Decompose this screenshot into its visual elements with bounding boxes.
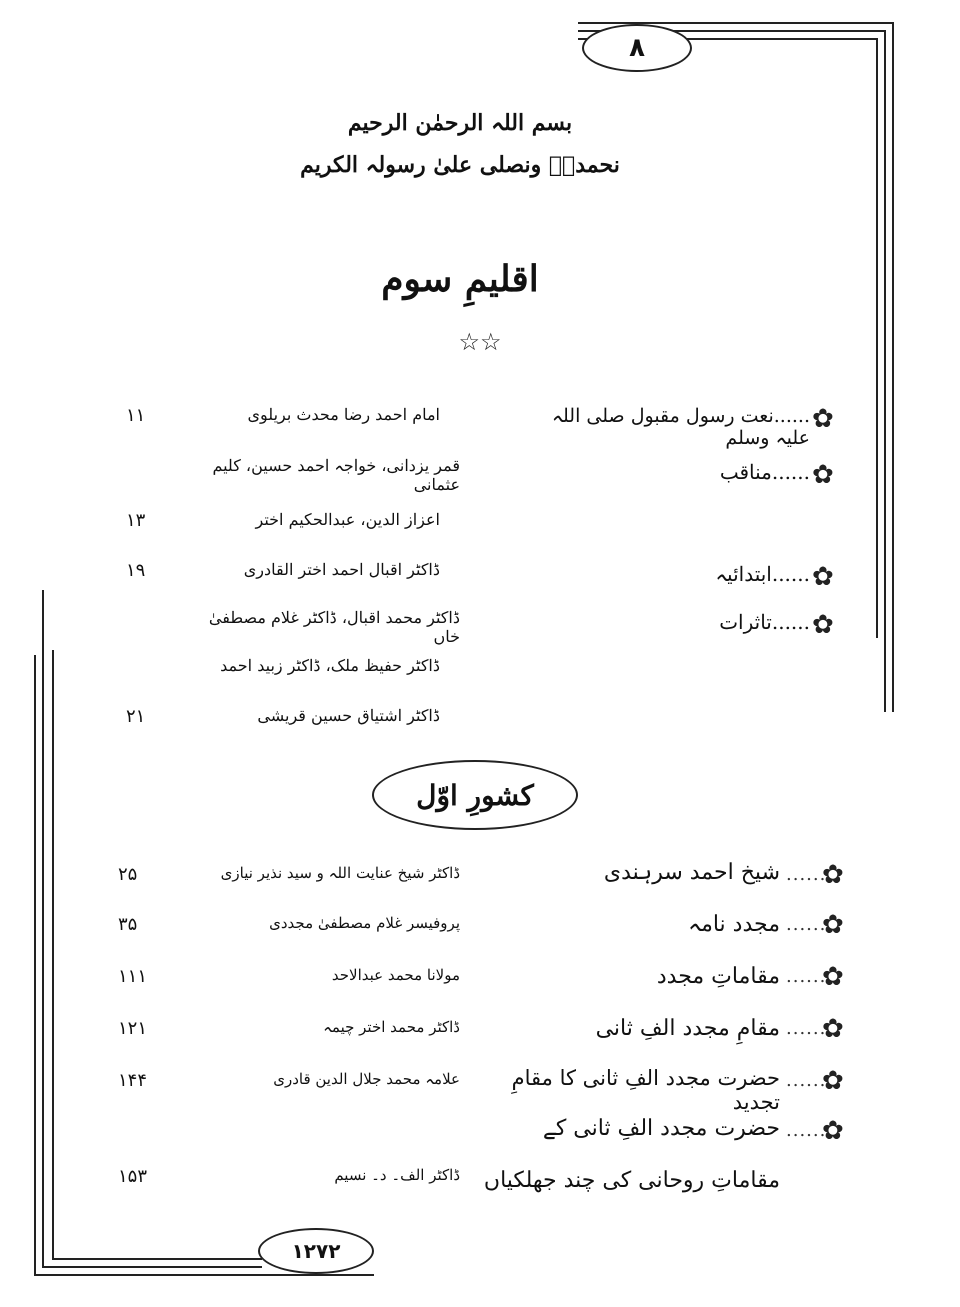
bottom-page-number-oval (258, 1228, 374, 1274)
section-entry-author: قمر یزدانی، خواجہ احمد حسین، کلیم عثمانی (212, 456, 460, 494)
part-entry-title: شیخ احمد سرہندی (603, 860, 780, 885)
section-entry-page: ۲۱ (126, 706, 146, 727)
part-entry-title: مجدد نامہ (688, 912, 780, 937)
part-entry-page: ۲۵ (118, 864, 138, 885)
part-entry-title: مقامِ مجدد الفِ ثانی (595, 1016, 780, 1041)
section-stars: ☆☆ (458, 328, 502, 356)
section-entry-author: اعزاز الدین، عبدالحکیم اختر (255, 510, 440, 529)
section-entry-title: ......تاثرات (719, 610, 810, 634)
flower-bullet-icon: ✿ (822, 1066, 844, 1096)
section-entry-page: ۱۱ (126, 405, 146, 426)
part-entry-author: پروفیسر غلام مصطفیٰ مجددی (269, 914, 460, 932)
section-entry-author: امام احمد رضا محدث بریلوی (247, 405, 440, 424)
part-entry-page: ۱۲۱ (118, 1018, 148, 1039)
frame-left-rule-2 (42, 590, 44, 1267)
section-entry-page: ۱۹ (126, 560, 146, 581)
part-entry-author: ڈاکٹر محمد اختر چیمہ (323, 1018, 460, 1036)
bottom-page-number: ۱۲۷۲ (291, 1239, 341, 1263)
flower-bullet-icon: ✿ (812, 460, 834, 490)
flower-bullet-icon: ✿ (822, 860, 844, 890)
leader-dots: ...... (786, 914, 827, 935)
top-page-number: ۸ (629, 33, 645, 63)
frame-bottom-rule-1 (34, 1274, 374, 1276)
part-entry-author: ڈاکٹر شیخ عنایت اللہ و سید نذیر نیازی (220, 864, 460, 882)
leader-dots: ...... (786, 966, 827, 987)
flower-bullet-icon: ✿ (812, 562, 834, 592)
section-title: اقلیمِ سوم (381, 258, 539, 300)
section-entry-author: ڈاکٹر اقبال احمد اختر القادری (243, 560, 440, 579)
section-entry-author: ڈاکٹر اشتیاق حسین قریشی (257, 706, 440, 725)
flower-bullet-icon: ✿ (812, 610, 834, 640)
section-entry-author: ڈاکٹر حفیظ ملک، ڈاکٹر زبید احمد (220, 656, 440, 675)
leader-dots: ...... (786, 1070, 827, 1091)
part-entry-author: علامہ محمد جلال الدین قادری (273, 1070, 460, 1088)
part-entry-page: ۳۵ (118, 914, 138, 935)
frame-right-rule-1 (892, 22, 894, 712)
leader-dots: ...... (786, 864, 827, 885)
section-entry-author: ڈاکٹر محمد اقبال، ڈاکٹر غلام مصطفیٰ خاں (208, 608, 460, 646)
part-entry-author: ڈاکٹر الف۔ د۔ نسیم (334, 1166, 460, 1184)
section-entry-title: ......نعت رسول مقبول صلی اللہ علیہ وسلم (551, 405, 810, 449)
bismillah-line: بسم اللہ الرحمٰن الرحیم (347, 110, 573, 136)
frame-right-rule-3 (876, 38, 878, 638)
frame-left-rule-3 (52, 650, 54, 1259)
flower-bullet-icon: ✿ (812, 404, 834, 434)
top-page-number-oval (582, 24, 692, 72)
frame-left-rule-1 (34, 655, 36, 1275)
flower-bullet-icon: ✿ (822, 1014, 844, 1044)
leader-dots: ...... (786, 1018, 827, 1039)
part-entry-title: حضرت مجدد الفِ ثانی کے (542, 1116, 780, 1141)
part-title-oval (372, 760, 578, 830)
section-entry-title: ......ابتدائیہ (715, 562, 810, 586)
salutation-line: نحمدہٗ ونصلی علیٰ رسولہ الکریم (300, 152, 620, 178)
part-entry-title: مقاماتِ مجدد (656, 964, 780, 989)
part-entry-author: مولانا محمد عبدالاحد (331, 966, 460, 984)
frame-bottom-rule-2 (42, 1266, 262, 1268)
section-entry-page: ۱۳ (126, 510, 146, 531)
section-entry-title: ......مناقب (719, 460, 810, 484)
part-entry-page: ۱۱۱ (118, 966, 148, 987)
flower-bullet-icon: ✿ (822, 962, 844, 992)
part-entry-page: ۱۴۴ (118, 1070, 148, 1091)
flower-bullet-icon: ✿ (822, 1116, 844, 1146)
frame-bottom-rule-3 (52, 1258, 262, 1260)
leader-dots: ...... (786, 1120, 827, 1141)
part-title: کشورِ اوّل (416, 778, 534, 812)
part-entry-title: حضرت مجدد الفِ ثانی کا مقامِ تجدید (511, 1066, 780, 1114)
part-entry-page: ۱۵۳ (118, 1166, 148, 1187)
part-entry-title: مقاماتِ روحانی کی چند جھلکیاں (483, 1168, 780, 1193)
flower-bullet-icon: ✿ (822, 910, 844, 940)
frame-right-rule-2 (884, 30, 886, 712)
